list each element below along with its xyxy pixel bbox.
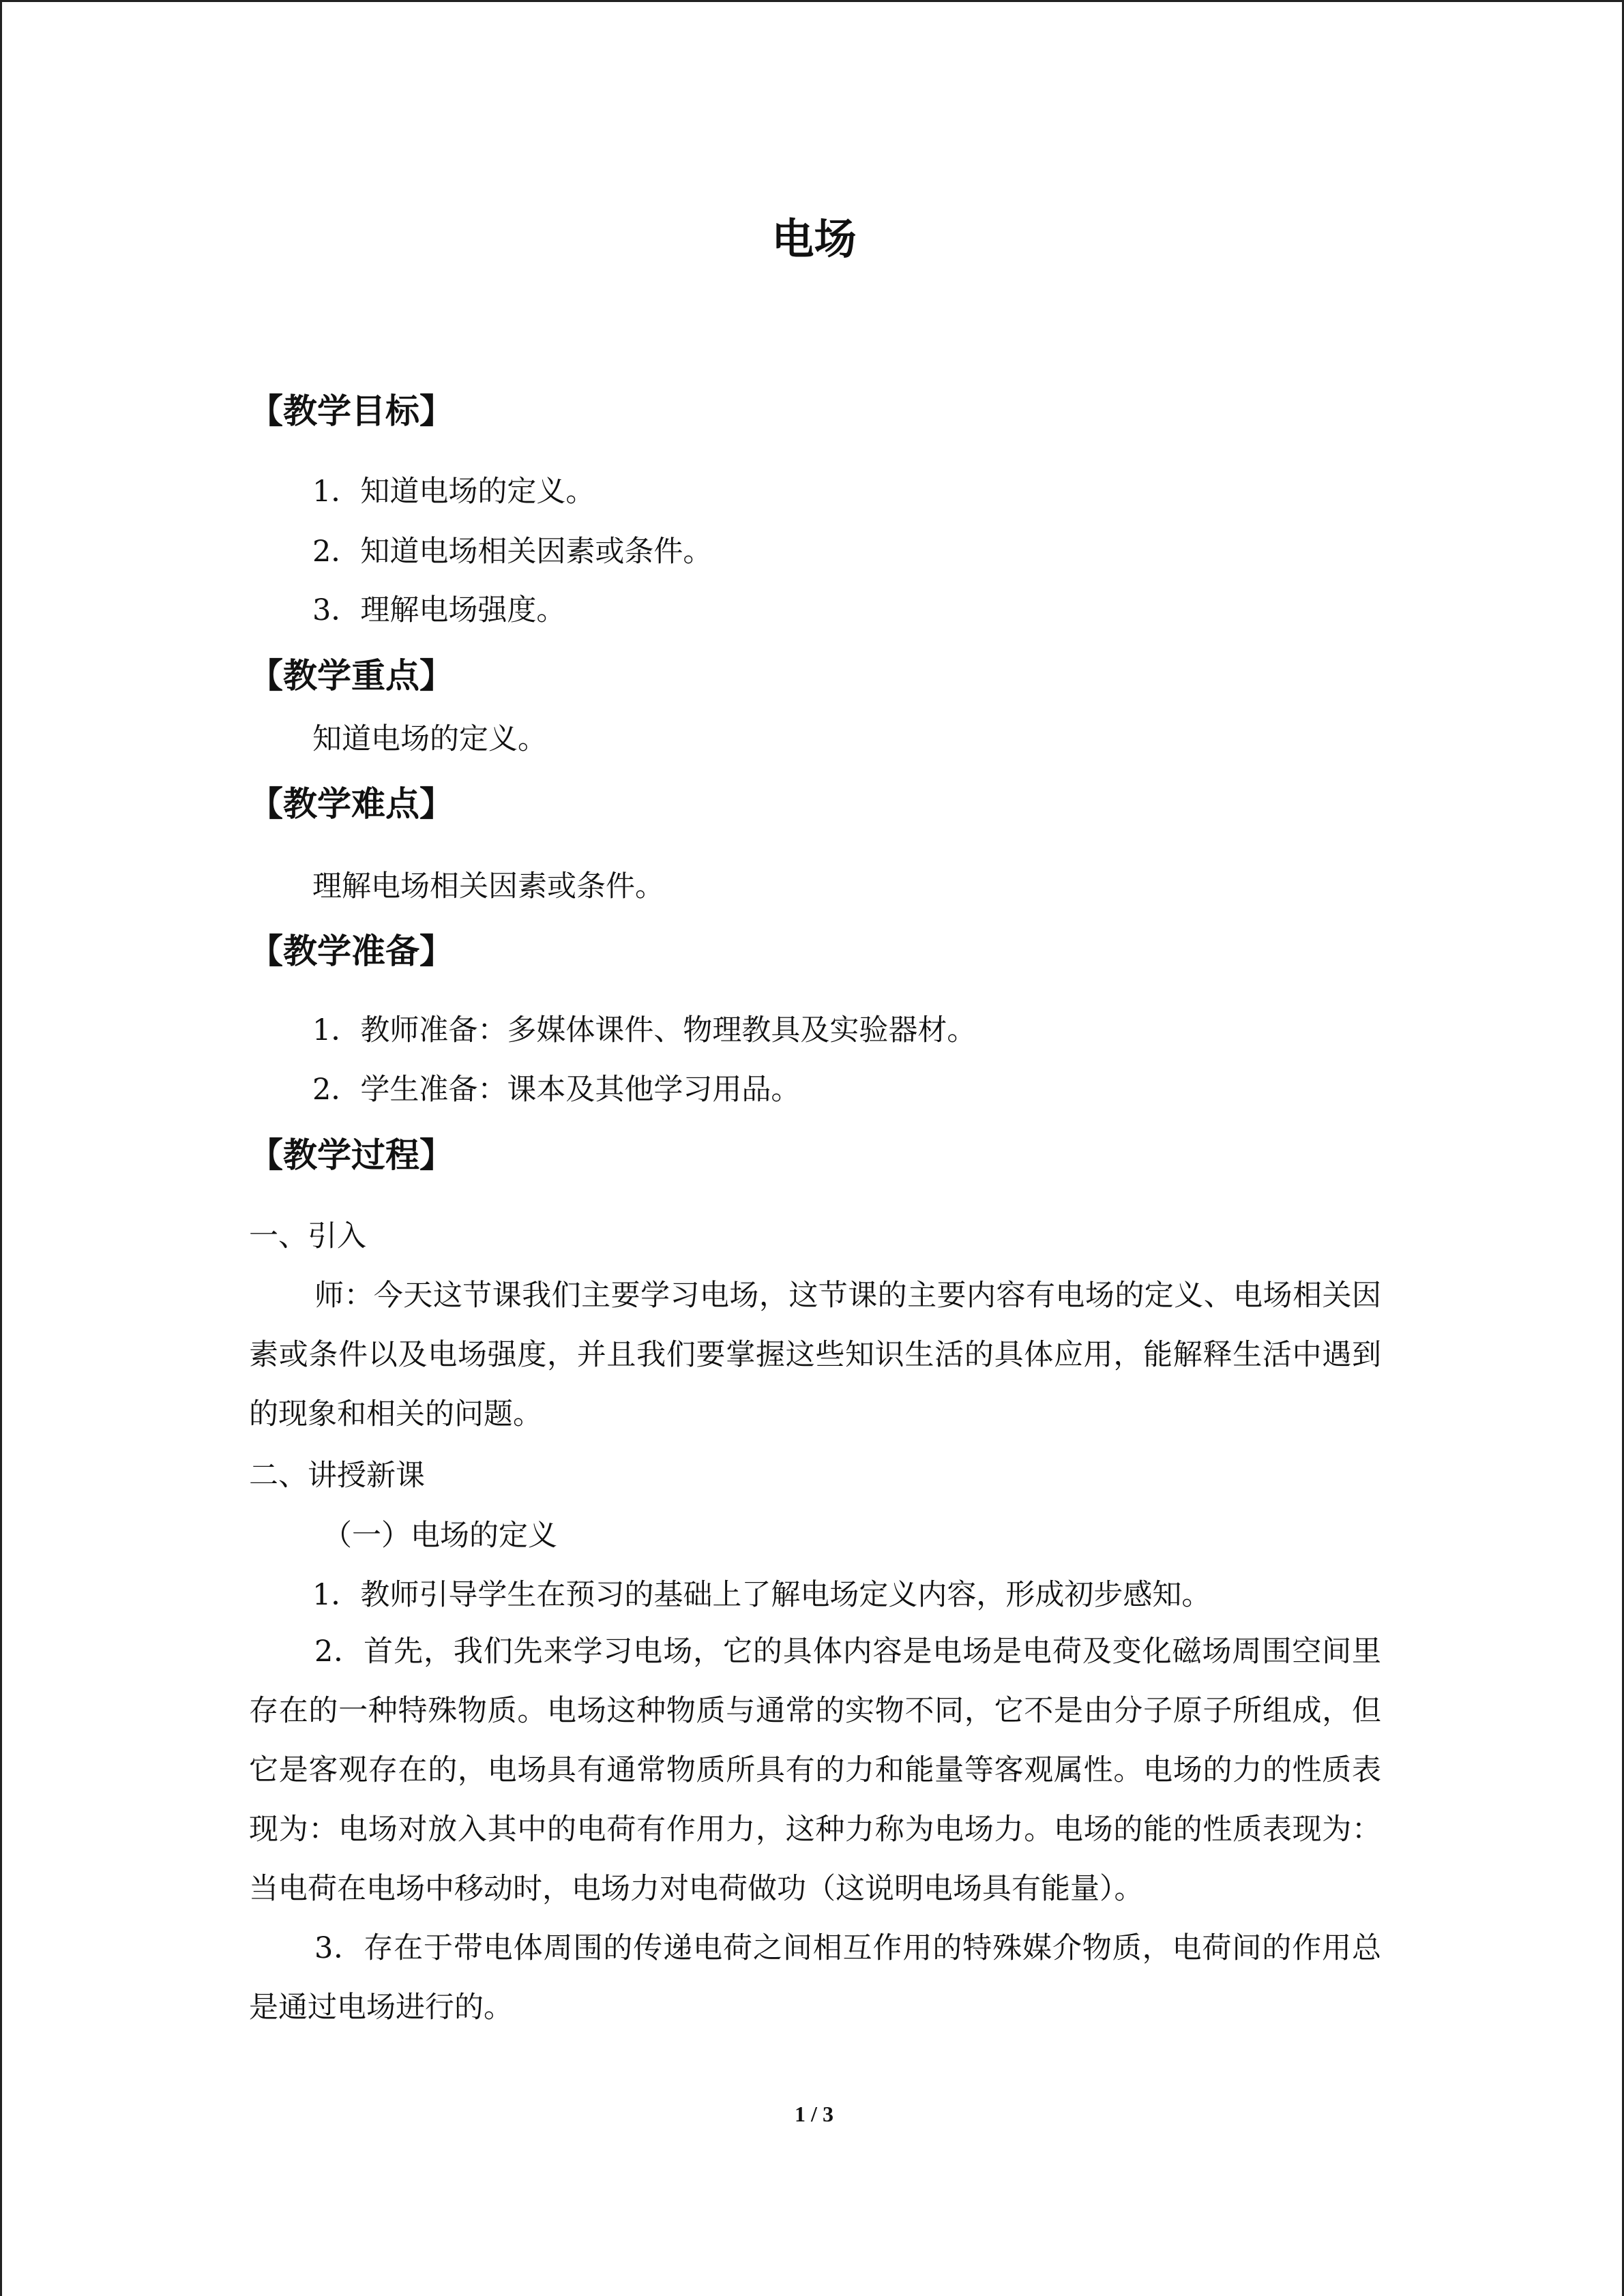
preparation-item-2: 2．学生准备：课本及其他学习用品。 — [312, 1073, 801, 1107]
objective-item-2: 2．知道电场相关因素或条件。 — [312, 535, 713, 569]
heading-difficulties: 【教学难点】 — [249, 784, 454, 824]
heading-key-points: 【教学重点】 — [249, 656, 454, 696]
process-sub1-item1: 1．教师引导学生在预习的基础上了解电场定义内容，形成初步感知。 — [312, 1578, 1211, 1612]
document-title: 电场 — [771, 214, 857, 264]
process-part2-title: 二、讲授新课 — [249, 1459, 425, 1493]
objective-item-3: 3．理解电场强度。 — [312, 593, 566, 627]
heading-objectives: 【教学目标】 — [249, 391, 454, 431]
key-points-text: 知道电场的定义。 — [312, 722, 547, 756]
preparation-item-1: 1．教师准备：多媒体课件、物理教具及实验器材。 — [312, 1013, 977, 1047]
process-sub1-title: （一）电场的定义 — [323, 1519, 557, 1553]
heading-process: 【教学过程】 — [249, 1135, 454, 1175]
objective-item-1: 1．知道电场的定义。 — [312, 475, 595, 509]
process-part1-title: 一、引入 — [249, 1219, 366, 1253]
process-sub1-item2: 2．首先，我们先来学习电场，它的具体内容是电场是电荷及变化磁场周围空间里存在的一种特殊物质。电场这种物质与通常的实物不同，它不是由分子原子所组成，但它是客观存在的，电场具有通常物质所具有的力和能量等客观属性。电场的力的性质表现为：电场对放入其中的电荷有作用力，这种力称为电场力。电场的能的性质表现为：当电荷在电场中移动时，电场力对电荷做功（这说明电场具有能量）。 — [249, 1635, 1381, 1906]
heading-preparation: 【教学准备】 — [249, 931, 454, 971]
page-number: 1 / 3 — [795, 2102, 833, 2126]
process-sub1-item3: 3．存在于带电体周围的传递电荷之间相互作用的特殊媒介物质，电荷间的作用总是通过电场进行的。 — [249, 1931, 1381, 2025]
difficulties-text: 理解电场相关因素或条件。 — [312, 869, 664, 904]
process-part1-text: 师：今天这节课我们主要学习电场，这节课的主要内容有电场的定义、电场相关因素或条件以及电场强度，并且我们要掌握这些知识生活的具体应用，能解释生活中遇到的现象和相关的问题。 — [249, 1279, 1381, 1431]
